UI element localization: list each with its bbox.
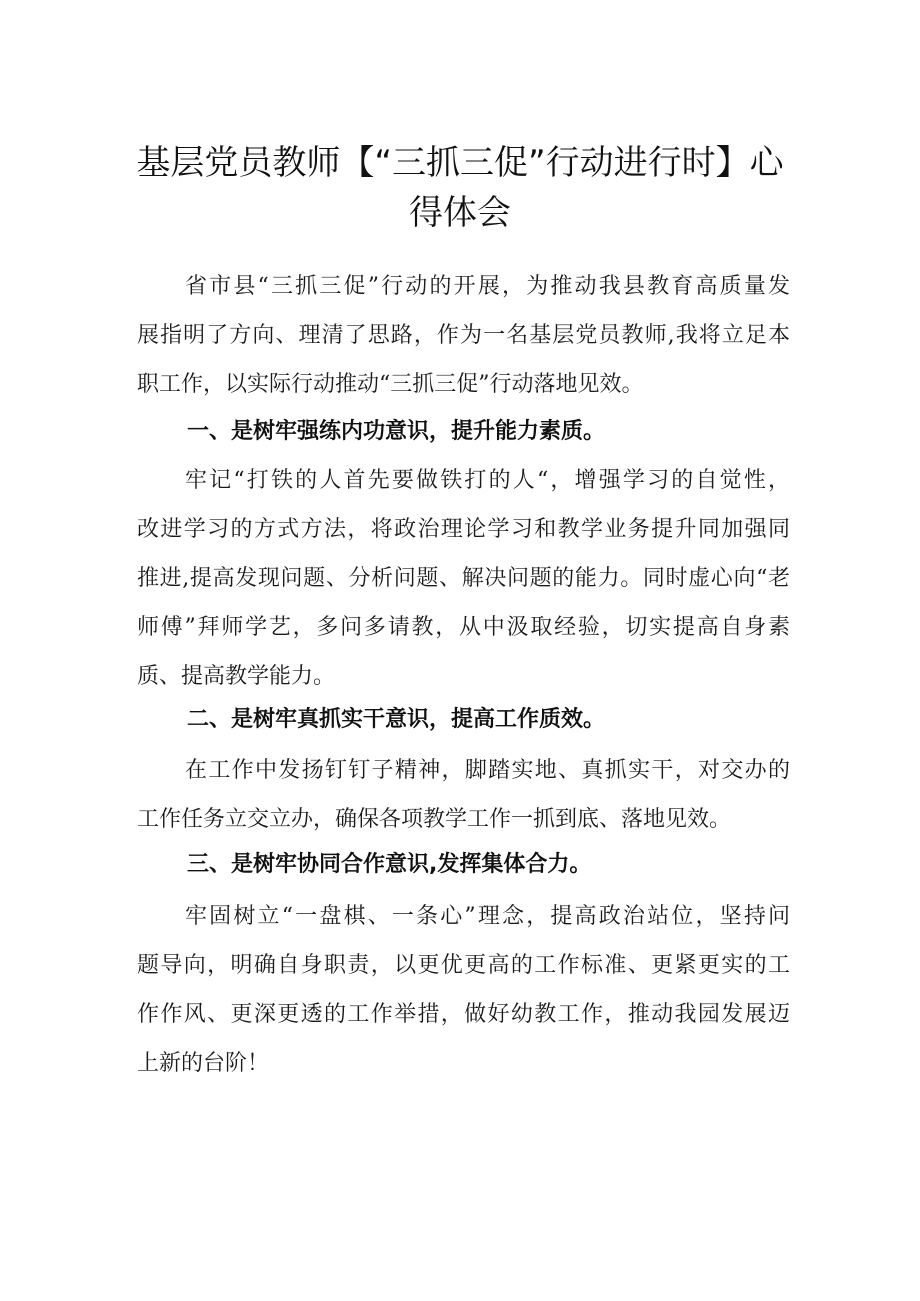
section-heading-2: 二、是树牢真抓实干意识，提高工作质效。 — [187, 707, 606, 732]
paragraph-line: 师傅”拜师学艺，多问多请教，从中汲取经验，切实提高自身素 — [137, 615, 790, 640]
paragraph-line: 质、提高教学能力。 — [137, 664, 336, 689]
paragraph-line: 题导向，明确自身职责，以更优更高的工作标准、更紧更实的工 — [137, 953, 790, 978]
section-1-paragraph — [137, 456, 790, 701]
paragraph-line: 改进学习的方式方法，将政治理论学习和教学业务提升同加强同 — [137, 517, 790, 542]
paragraph-line: 牢记“打铁的人首先要做铁打的人“，增强学习的自觉性， — [185, 468, 790, 493]
paragraph-line: 在工作中发扬钉钉子精神，脚踏实地、真抓实干，对交办的 — [185, 758, 790, 783]
paragraph-line: 职工作，以实际行动推动“三抓三促”行动落地见效。 — [137, 372, 644, 397]
paragraph-line: 牢固树立“一盘棋、一条心”理念，提高政治站位，坚持问 — [185, 904, 790, 929]
section-heading-1: 一、是树牢强练内功意识，提升能力素质。 — [187, 419, 606, 444]
paragraph-line: 作作风、更深更透的工作举措，做好幼教工作，推动我园发展迈 — [137, 1002, 790, 1027]
paragraph-line: 推进,提高发现问题、分析问题、解决问题的能力。同时虚心向“老 — [137, 566, 790, 591]
section-heading-3: 三、是树牢协同合作意识,发挥集体合力。 — [187, 852, 592, 877]
paragraph-line: 工作任务立交立办，确保各项教学工作一抓到底、落地见效。 — [137, 807, 732, 832]
section-3-paragraph — [137, 892, 790, 1088]
document-title-line-2: 得体会 — [409, 193, 511, 233]
document-title-line-1: 基层党员教师【“三抓三促”行动进行时】心 — [136, 143, 784, 183]
section-2-paragraph — [137, 746, 790, 844]
paragraph-line: 展指明了方向、理清了思路，作为一名基层党员教师,我将立足本 — [137, 323, 790, 348]
paragraph-line: 上新的台阶！ — [137, 1051, 270, 1076]
intro-paragraph — [137, 262, 790, 409]
paragraph-line: 省市县“三抓三促”行动的开展，为推动我县教育高质量发 — [185, 274, 790, 299]
